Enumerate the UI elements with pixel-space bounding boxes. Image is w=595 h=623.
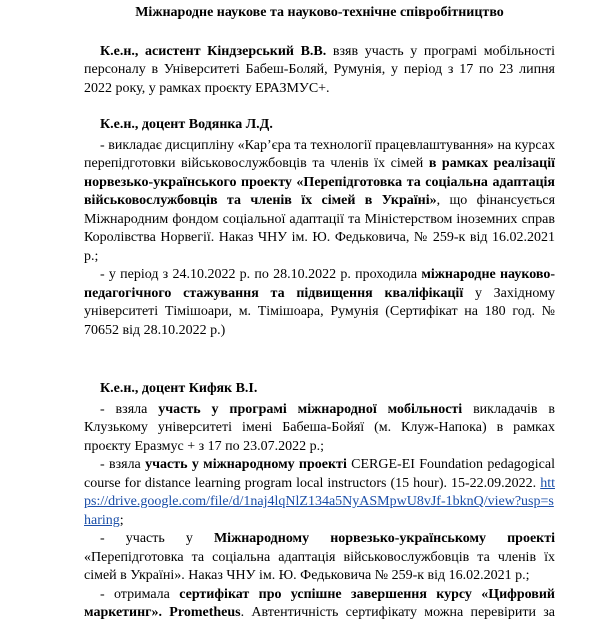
item-text: «Перепідготовка та соціальна адаптація військовослужбовців та членів їх сімей в Україні». Наказ ЧНУ ім. Ю. Федьковича № 259-к від 16.02.2021 р.; — [84, 549, 555, 583]
item-text: викладачів в Клузькому університеті імені Бабеша-Бойяї (м. Клуж-Напока) в рамках проєкту Еразмус + з 17 по 23.07.2022 р.; — [84, 401, 555, 454]
document-page — [84, 4, 555, 623]
item-text: - отримала — [100, 586, 180, 602]
list-item — [84, 266, 555, 340]
person-heading-vodianka: К.е.н., доцент Водянка Л.Д. — [100, 117, 273, 132]
item-highlight: Міжнародному норвезько-українському проекті — [213, 531, 555, 546]
item-highlight: сертифікат про успішне завершення курсу «Цифровий маркетинг». Prometheus — [84, 586, 556, 620]
paragraph-kindzerskyi — [84, 43, 555, 99]
certificate-link[interactable]: https://drive.google.com/file/d/1naj4lqNlZ134a5NyASMpwU8vJf-1bknQ/view?usp=sharing — [84, 475, 555, 528]
item-text: - викладає дисципліну «Кар’єра та технології працевлаштування» на курсах перепідготовки військовослужбовців та членів їх сімей — [84, 137, 555, 171]
list-item — [84, 456, 555, 530]
item-text: у Західному університеті Тімішоари, м. Тімішоара, Румунія (Сертифікат на 180 год. № 70652 від 28.10.2022 р.) — [84, 285, 555, 338]
person-heading-kyfiak: К.е.н., доцент Кифяк В.І. — [100, 381, 258, 396]
item-text: - взяла — [100, 457, 146, 472]
item-text: . Автентичність сертифікату можна перевірити за — [240, 605, 556, 620]
list-item — [84, 137, 555, 267]
paragraph-text: взяв участь у програмі мобільності персоналу в Університеті Бабеш-Боляй, Румунія, у період з 17 по 23 липня 2022 року, у рамках проєкту ЕРАЗМУС+. — [84, 43, 555, 96]
spacer — [84, 340, 555, 362]
person-name: К.е.н., асистент Кіндзерський В.В. — [100, 43, 327, 59]
item-text: CERGE-EI Foundation pedagogical course for distance learning program local instructors (15 hour). 15-22.09.2022. — [84, 457, 555, 491]
item-text: - у період з 24.10.2022 р. по 28.10.2022 р. проходила — [100, 267, 422, 282]
item-text: - участь у — [100, 531, 214, 546]
list-item — [84, 401, 555, 457]
item-highlight: участь у міжнародному проекті — [145, 457, 347, 472]
item-highlight: участь у програмі міжнародної мобільності — [158, 401, 463, 417]
item-text: - взяла — [100, 401, 159, 417]
item-text: , що фінансується Міжнародним фондом соціальної адаптації та Міністерством іноземних справ Королівства Норвегії. Наказ ЧНУ ім. Ю. Федьковича, № 259-к від 16.02.2021 р.; — [84, 193, 556, 264]
item-highlight: в рамках реалізації норвезько-українського проекту «Перепідготовка та соціальна адаптація військовослужбовців та членів їх сімей в Україні» — [84, 156, 555, 208]
item-highlight: міжнародне науково-педагогічного стажування та підвищення кваліфікації — [84, 267, 555, 301]
item-text: ; — [119, 512, 124, 528]
section-title: Міжнародне наукове та науково-технічне співробітництво — [135, 5, 504, 20]
list-item — [84, 586, 555, 623]
list-item — [84, 530, 555, 586]
